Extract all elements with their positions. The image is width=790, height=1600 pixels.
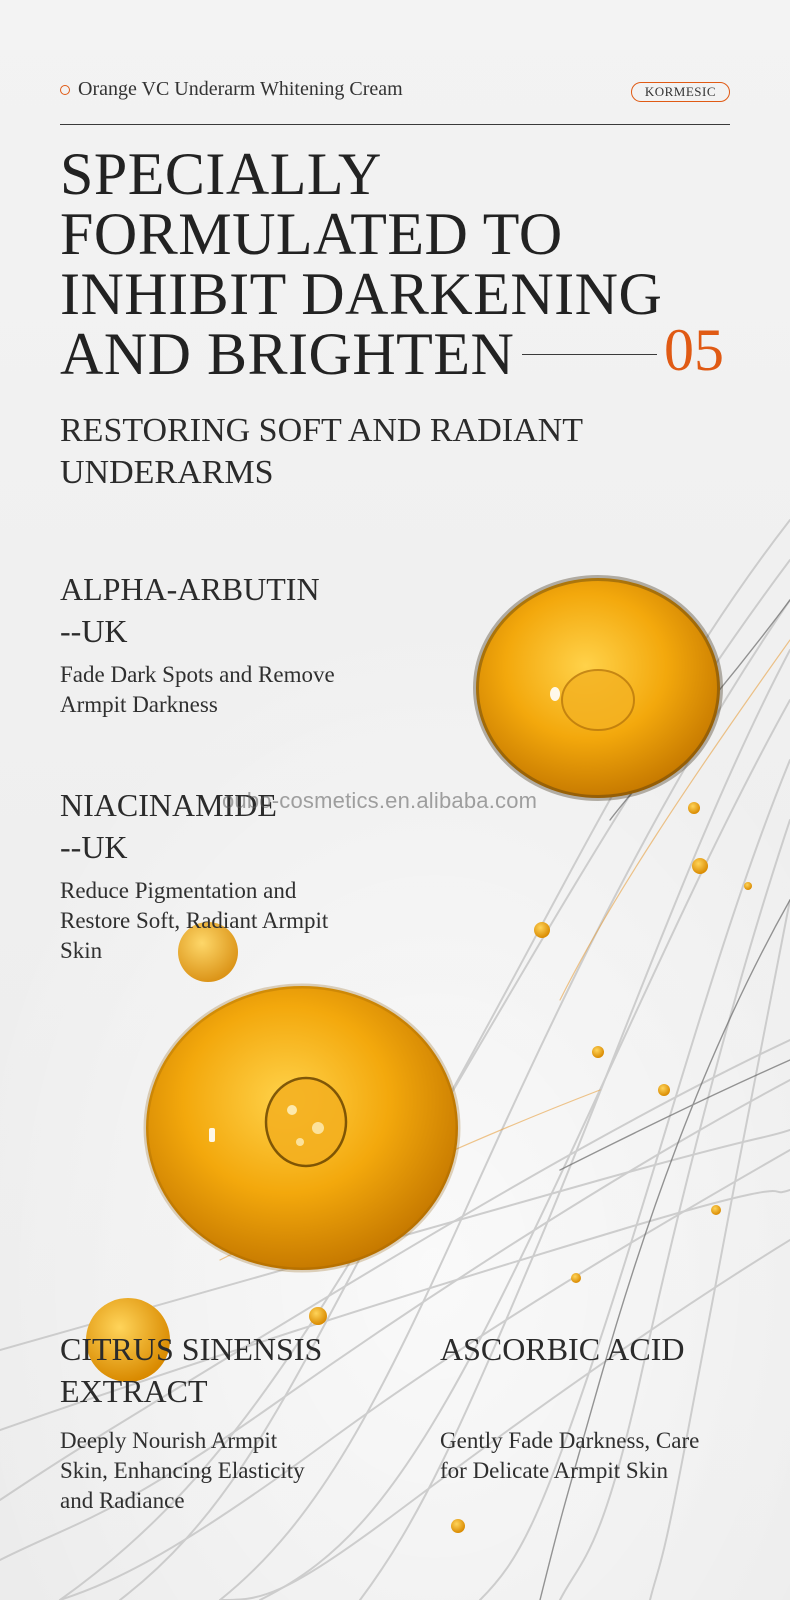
section-number: 05 [664, 317, 724, 383]
header-divider [60, 124, 730, 125]
ingredient-citrus-sinensis [60, 1328, 360, 1516]
headline-line-4: AND BRIGHTEN [60, 321, 515, 387]
headline [60, 141, 663, 387]
section-number-divider [522, 354, 657, 355]
headline-line-2: FORMULATED TO [60, 201, 563, 267]
watermark: oubo-cosmetics.en.alibaba.com [222, 788, 538, 813]
headline-line-1: SPECIALLY [60, 141, 382, 207]
ingredient-origin: --UK [60, 613, 128, 649]
product-name [60, 78, 403, 101]
product-name-text: Orange VC Underarm Whitening Cream [78, 78, 403, 100]
ring-icon [60, 85, 70, 95]
ingredient-name: ASCORBIC ACID [440, 1331, 685, 1367]
headline-line-3: INHIBIT DARKENING [60, 261, 663, 327]
ingredient-name: NIACINAMIDE [60, 787, 277, 823]
brand-badge: KORMESIC [631, 82, 730, 102]
ingredient-name: CITRUS SINENSIS EXTRACT [60, 1331, 323, 1409]
ingredient-name: ALPHA-ARBUTIN [60, 571, 320, 607]
subheading: RESTORING SOFT AND RADIANT UNDERARMS [60, 412, 583, 491]
ingredient-description: Deeply Nourish Armpit Skin, Enhancing Elasticity and Radiance [60, 1428, 305, 1513]
ingredient-description: Reduce Pigmentation and Restore Soft, Radiant Armpit Skin [60, 878, 329, 963]
ingredient-description: Fade Dark Spots and Remove Armpit Darkness [60, 662, 335, 717]
ingredient-origin: --UK [60, 829, 128, 865]
ingredient-alpha-arbutin [60, 568, 380, 720]
serum-droplet-main [146, 986, 458, 1270]
ingredient-ascorbic-acid [440, 1328, 740, 1486]
ingredient-description: Gently Fade Darkness, Care for Delicate Armpit Skin [440, 1428, 700, 1483]
serum-droplet-top [476, 578, 720, 798]
